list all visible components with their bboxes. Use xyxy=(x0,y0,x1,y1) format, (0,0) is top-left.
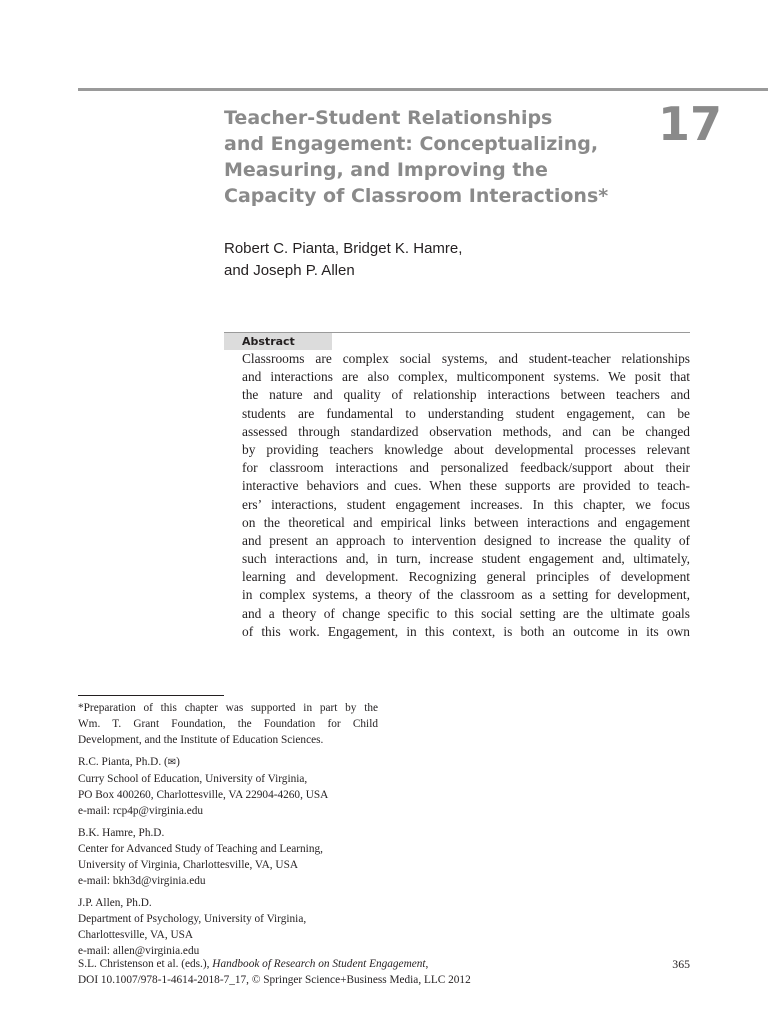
abstract-line: and present an approach to intervention designed to increase the quality of xyxy=(242,532,690,548)
abstract-line: students are fundamental to understanding student engagement, can be xyxy=(242,405,690,421)
footnote-line: Development, and the Institute of Education Sciences. xyxy=(78,734,324,746)
affiliation-line: Curry School of Education, University of Virginia, xyxy=(78,773,308,785)
abstract-line: for classroom interactions and personalized feedback/support about their xyxy=(242,460,690,476)
abstract-line: of this work. Engagement, in this context, is both an outcome in its own xyxy=(242,623,690,639)
abstract-line: on the theoretical and empirical links between interactions and engagement xyxy=(242,514,690,530)
title-line: Measuring, and Improving the xyxy=(224,159,548,181)
abstract-line: Classrooms are complex social systems, and student-teacher relationships xyxy=(242,351,690,366)
abstract-line: learning and development. Recognizing general principles of development xyxy=(242,569,690,585)
chapter-title xyxy=(224,105,644,209)
abstract-line: the nature and quality of relationship interactions between teachers and xyxy=(242,387,690,403)
chapter-number: 17 xyxy=(657,97,722,151)
abstract-label: Abstract xyxy=(242,335,295,348)
authors-line: Robert C. Pianta, Bridget K. Hamre, xyxy=(224,240,463,257)
abstract-line: assessed through standardized observation methods, and can be changed xyxy=(242,423,690,439)
affiliation-pianta xyxy=(78,754,378,819)
citation-line xyxy=(78,956,471,972)
title-line: Teacher-Student Relationships xyxy=(224,107,553,129)
footnote-line: Wm. T. Grant Foundation, the Foundation for Child xyxy=(78,718,378,730)
abstract-line: ers’ interactions, student engagement increases. In this chapter, we focus xyxy=(242,496,690,512)
abstract-line: such interactions and, in turn, increase student engagement and, ultimately, xyxy=(242,551,690,567)
envelope-icon: ✉ xyxy=(167,757,177,768)
citation xyxy=(78,956,471,988)
affiliation-line: PO Box 400260, Charlottesville, VA 22904-4260, USA xyxy=(78,789,329,801)
affiliation-email[interactable]: e-mail: rcp4p@virginia.edu xyxy=(78,805,204,817)
affiliation-line: Center for Advanced Study of Teaching and Learning, xyxy=(78,843,323,855)
affiliation-name: B.K. Hamre, Ph.D. xyxy=(78,827,165,839)
top-rule xyxy=(78,88,768,91)
abstract-body xyxy=(242,350,690,641)
citation-doi: DOI 10.1007/978-1-4614-2018-7_17, © Springer Science+Business Media, LLC 2012 xyxy=(78,974,471,986)
footnote-line: *Preparation of this chapter was supported in part by the xyxy=(78,702,378,714)
abstract-line: in complex systems, a theory of the classroom as a setting for development, xyxy=(242,587,690,603)
affiliation-allen xyxy=(78,895,378,959)
title-line: and Engagement: Conceptualizing, xyxy=(224,133,599,155)
footnote-rule xyxy=(78,695,224,696)
citation-book-title: Handbook of Research on Student Engagement xyxy=(212,958,426,970)
citation-prefix: S.L. Christenson et al. (eds.), xyxy=(78,958,213,970)
funding-footnote xyxy=(78,700,378,748)
affiliation-line: University of Virginia, Charlottesville, VA, USA xyxy=(78,859,299,871)
citation-suffix: , xyxy=(425,958,429,970)
abstract-line: and a theory of change specific to this social setting are the ultimate goals xyxy=(242,605,690,621)
abstract-line: by providing teachers knowledge about developmental processes relevant xyxy=(242,441,690,457)
affiliation-line: Charlottesville, VA, USA xyxy=(78,929,194,941)
affiliation-name-close: ) xyxy=(176,756,180,768)
footnotes xyxy=(78,700,378,965)
authors-line: and Joseph P. Allen xyxy=(224,262,355,279)
affiliation-email[interactable]: e-mail: allen@virginia.edu xyxy=(78,945,200,957)
affiliation-name: R.C. Pianta, Ph.D. ( xyxy=(78,756,168,768)
affiliation-name-line xyxy=(78,754,378,771)
affiliation-email[interactable]: e-mail: bkh3d@virginia.edu xyxy=(78,875,206,887)
title-line: Capacity of Classroom Interactions* xyxy=(224,185,609,207)
affiliation-hamre xyxy=(78,825,378,889)
affiliation-line: Department of Psychology, University of Virginia, xyxy=(78,913,307,925)
abstract-line: and interactions are also complex, multicomponent systems. We posit that xyxy=(242,369,690,385)
affiliation-name: J.P. Allen, Ph.D. xyxy=(78,897,152,909)
page-number: 365 xyxy=(672,957,690,971)
abstract-line: interactive behaviors and cues. When these supports are provided to teach- xyxy=(242,478,690,494)
authors xyxy=(224,238,462,282)
